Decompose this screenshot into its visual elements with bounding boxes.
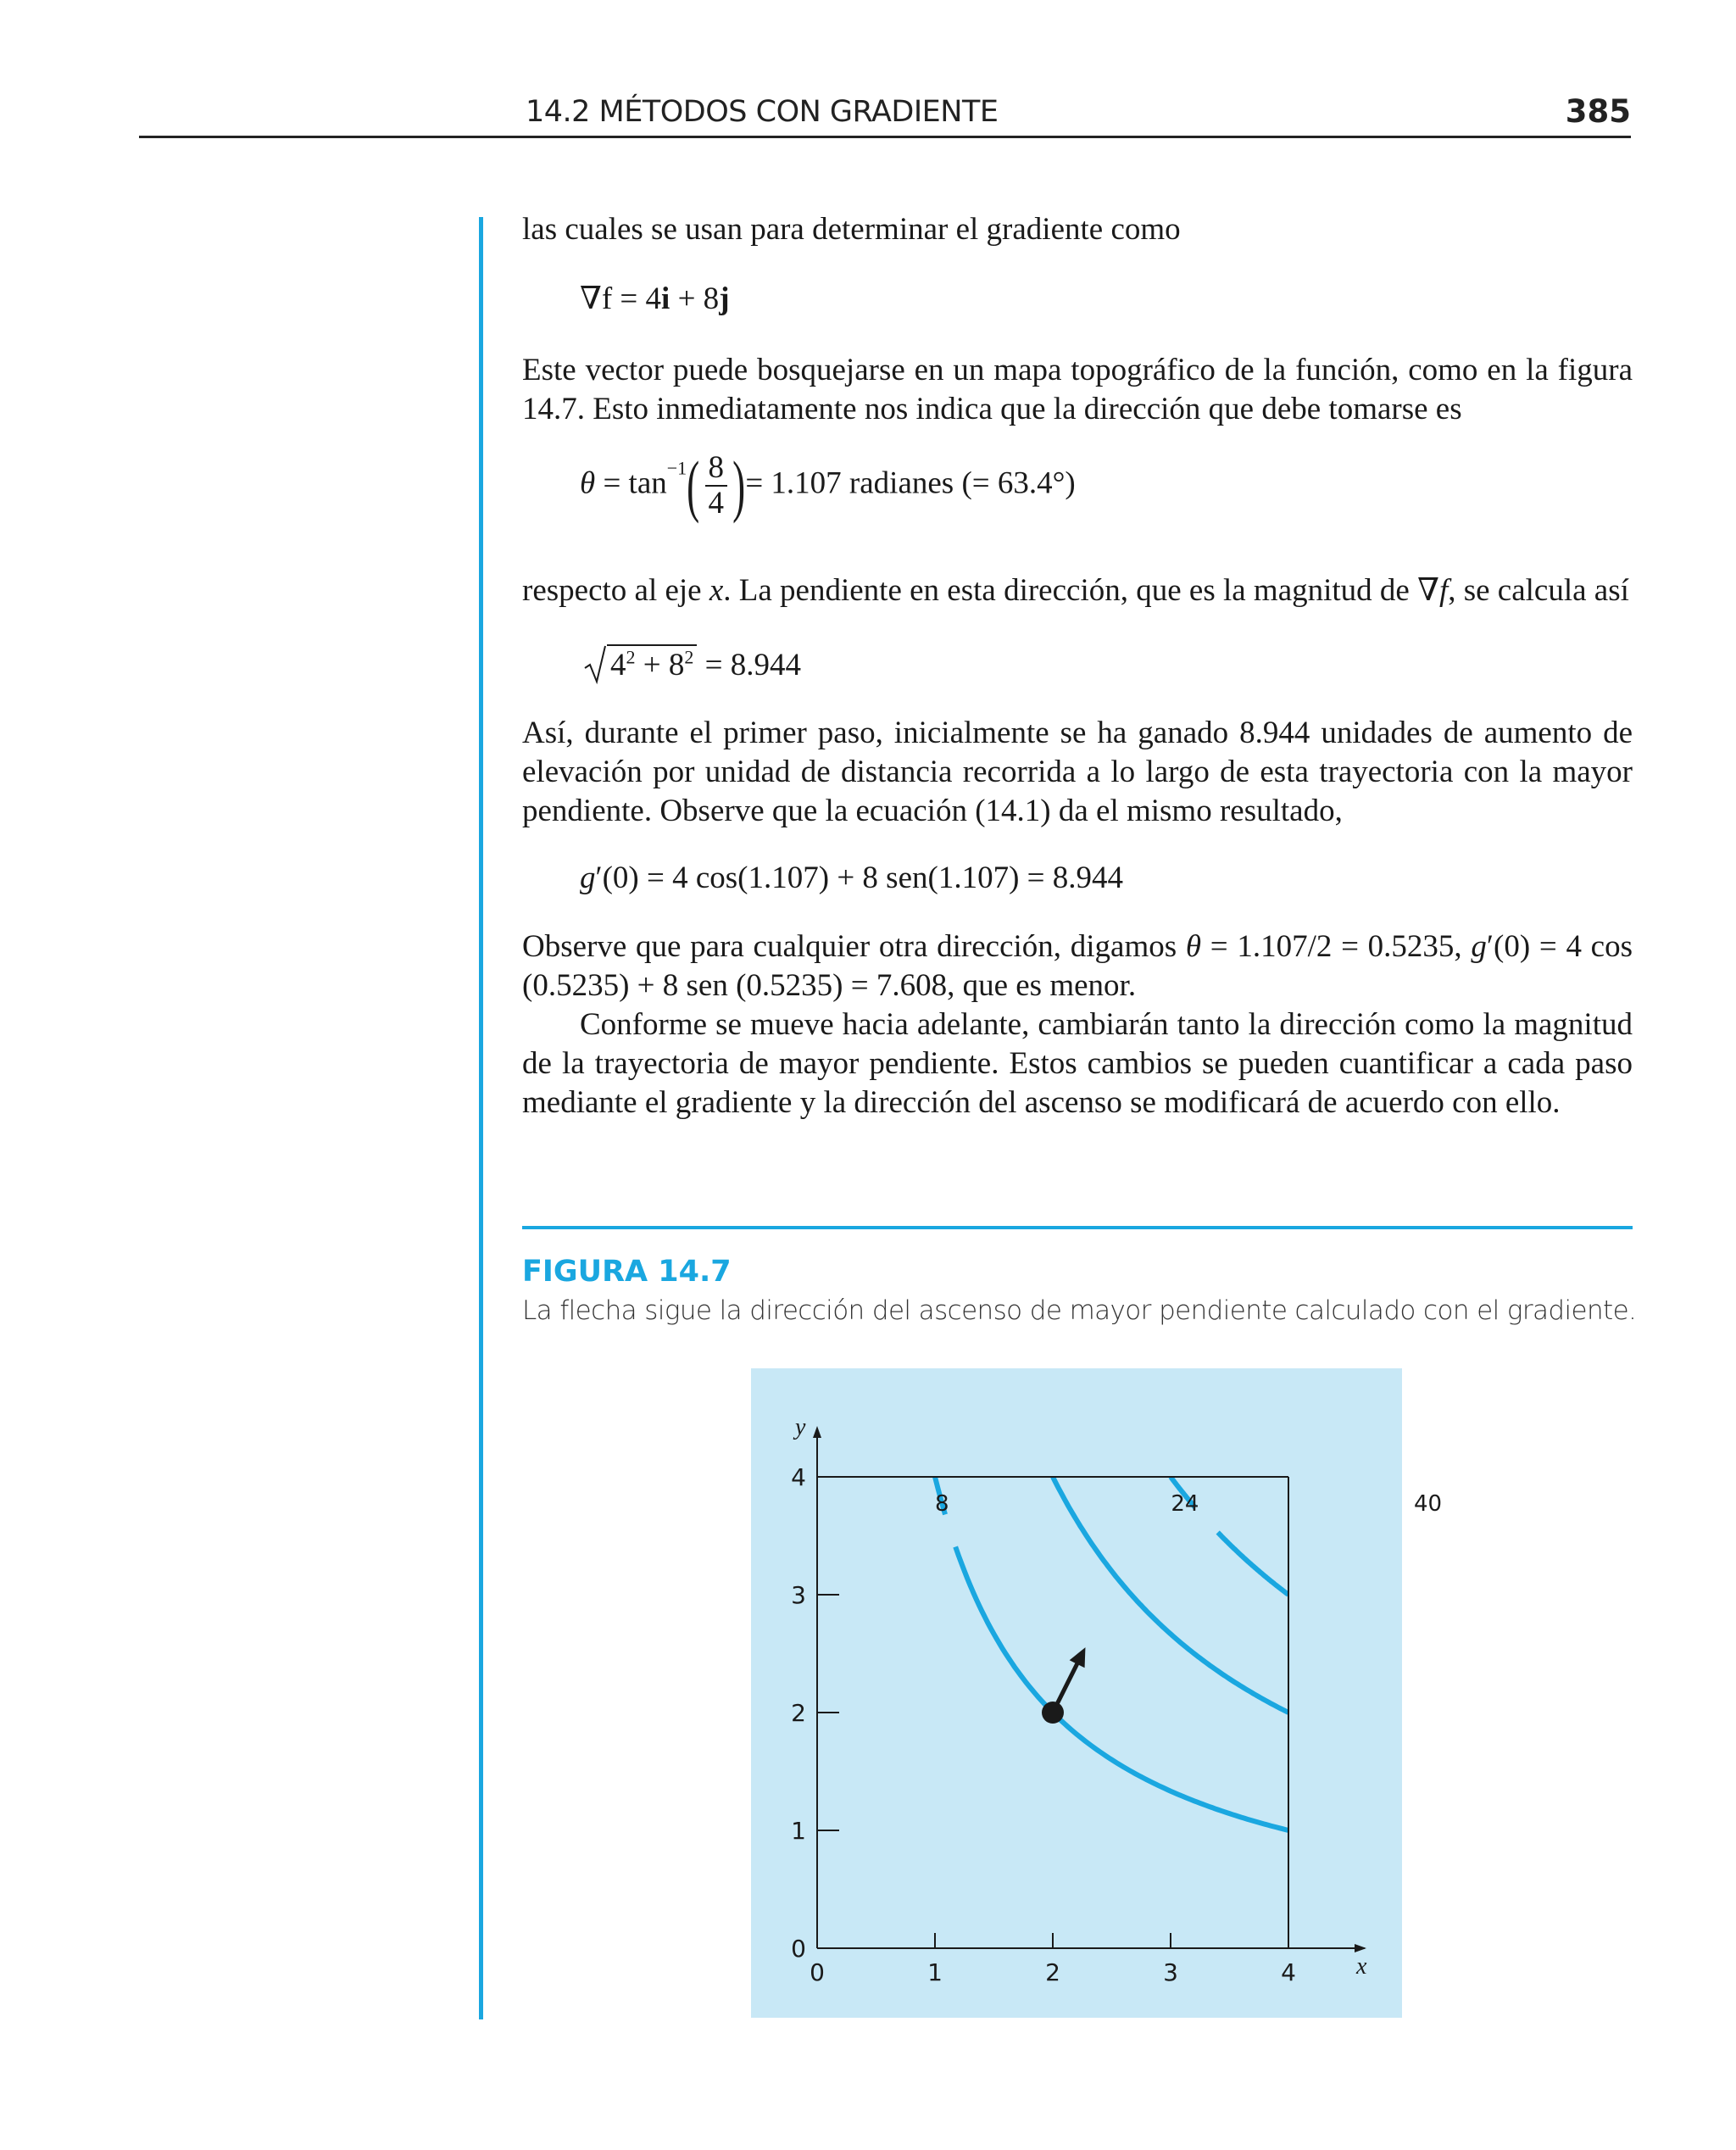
header-rule — [139, 136, 1631, 138]
y-tick-label-3: 3 — [791, 1581, 806, 1609]
figure-rule — [522, 1226, 1633, 1229]
x-tick-label-1: 1 — [927, 1958, 943, 1986]
figure-caption: La flecha sigue la dirección del ascenso de mayor pendiente calculado con el gradiente. — [522, 1295, 1637, 1326]
x-tick-label-4: 4 — [1281, 1958, 1296, 1986]
equation-gradient: ∇f = 4i + 8j — [580, 281, 730, 316]
figure-label: FIGURA 14.7 — [522, 1255, 732, 1289]
contour-label-8: 8 — [935, 1491, 949, 1518]
margin-bar — [479, 217, 483, 2019]
equation-g: g′(0) = 4 cos(1.107) + 8 sen(1.107) = 8.944 — [580, 861, 1124, 895]
contour-label-24: 24 — [1171, 1491, 1199, 1518]
equation-theta: $\theta = \tan^{-1}$( $\frac{8}{4}$ )= 1.107 radianes (= 63.4°) — [580, 447, 1076, 524]
page-number: 385 — [1565, 93, 1631, 130]
x-axis-label: x — [1356, 1953, 1367, 1980]
contour-plot — [751, 1368, 1443, 2018]
x-tick-label-2: 2 — [1045, 1958, 1060, 1986]
paragraph-2: Este vector puede bosquejarse en un mapa topográfico de la función, como en la figura 14.7. Esto inmediatamente nos indica que la dirección que debe tomarse es — [522, 353, 1633, 426]
y-tick-label-2: 2 — [791, 1699, 806, 1727]
y-tick-label-4: 4 — [791, 1463, 806, 1491]
paragraph-5: Observe que para cualquier otra dirección, digamos θ = 1.107/2 = 0.5235, g′(0) = 4 cos (0.5235) + 8 sen (0.5235) = 7.608, que es menor. — [522, 929, 1633, 1003]
paragraph-1: las cuales se usan para determinar el gradiente como — [522, 212, 1181, 247]
y-axis-label: y — [795, 1414, 806, 1440]
y-tick-label-1: 1 — [791, 1817, 806, 1845]
equation-sqrt: $4^2 + 8^2 = 8.944$ — [583, 644, 801, 683]
contour-label-40: 40 — [1413, 1491, 1443, 1518]
paragraph-4: Así, durante el primer paso, inicialmente se ha ganado 8.944 unidades de aumento de elevación por unidad de distancia recorrida a lo largo de esta trayectoria con la mayor pendiente. Observe que la ecuación (14.1) da el mismo resultado, — [522, 716, 1633, 828]
running-header-section: 14.2 MÉTODOS CON GRADIENTE — [526, 95, 999, 129]
figure-panel — [751, 1368, 1443, 2018]
paragraph-3: respecto al eje x. La pendiente en esta dirección, que es la magnitud de ∇f, se calcula así — [522, 573, 1629, 608]
x-tick-label-3: 3 — [1163, 1958, 1178, 1986]
paragraph-6: Conforme se mueve hacia adelante, cambiarán tanto la dirección como la magnitud de la trayectoria de mayor pendiente. Estos cambios se pueden cuantificar a cada paso mediante el gradiente y la dirección del ascenso se modificará de acuerdo con ello. — [522, 1007, 1633, 1120]
start-point — [1042, 1702, 1064, 1724]
radical-sign — [583, 644, 607, 683]
figure-background — [751, 1368, 1402, 2018]
y-tick-label-0: 0 — [791, 1935, 806, 1963]
x-tick-label-0: 0 — [810, 1958, 825, 1986]
